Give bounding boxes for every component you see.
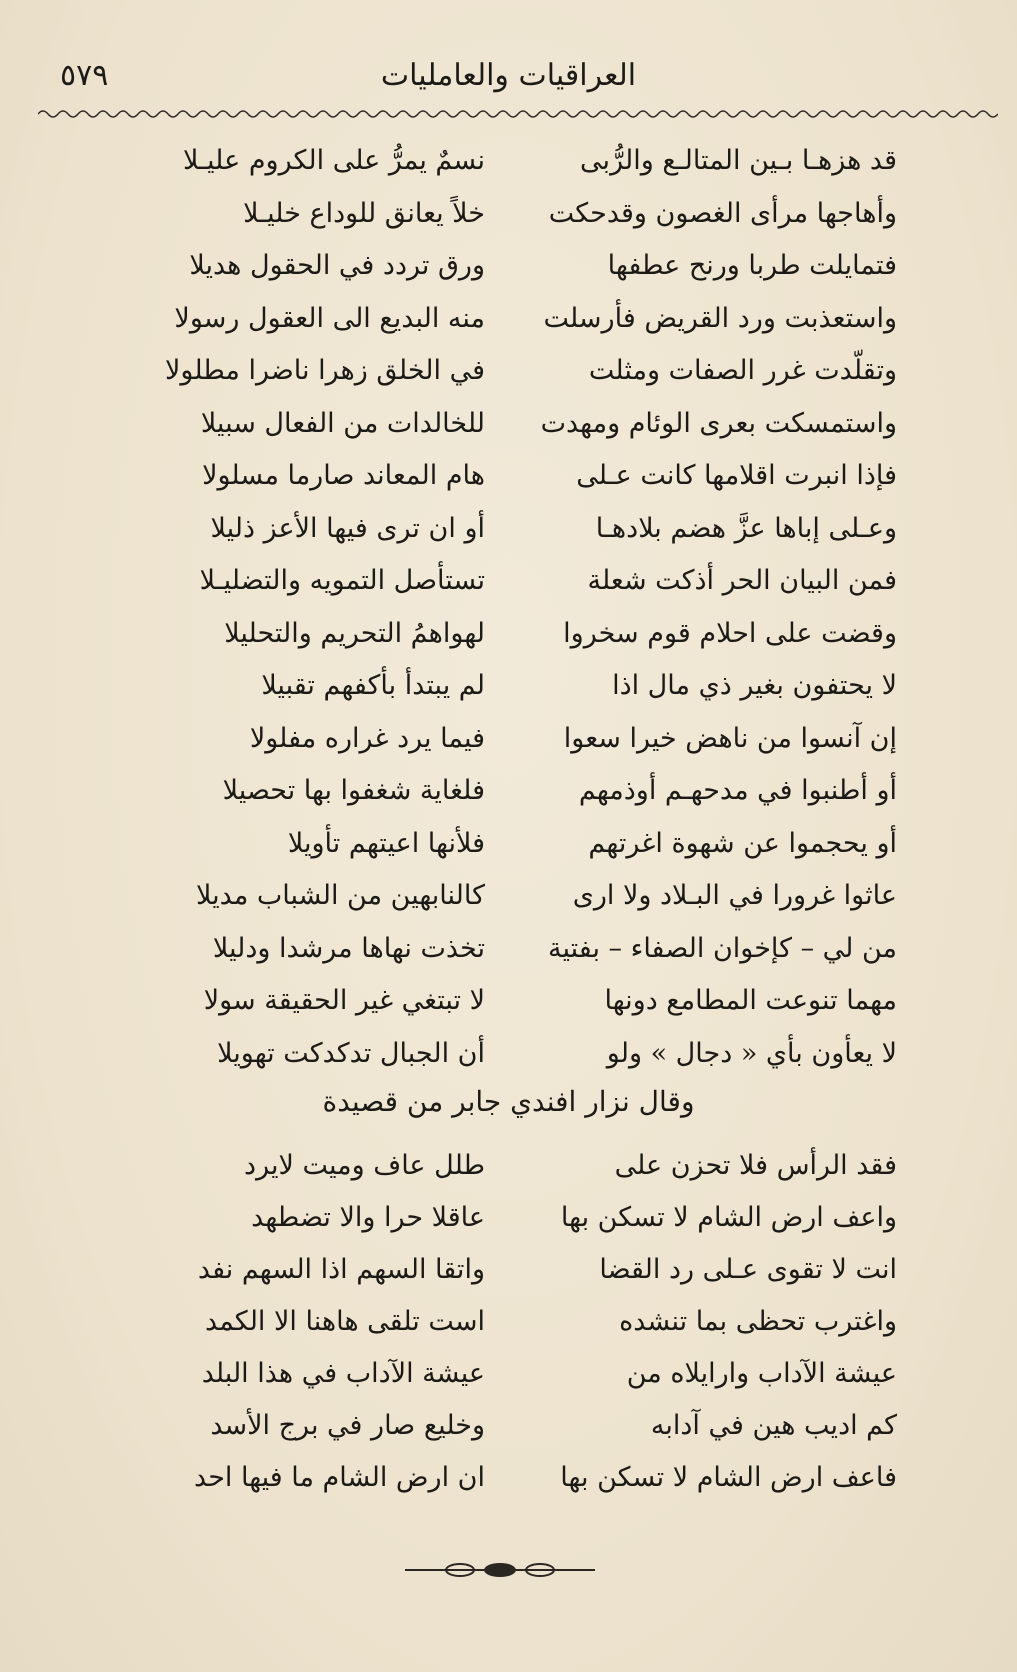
verse-line xyxy=(0,1028,1017,1080)
verse-second-hemistich: أو ان ترى فيها الأعز ذليلا xyxy=(210,512,485,544)
verse-first-hemistich: وعـلى إباها عزَّ هضم بلادهـا xyxy=(595,512,897,544)
verse-first-hemistich: واستعذبت ورد القريض فأرسلت xyxy=(543,302,897,334)
verse-line xyxy=(0,1244,1017,1296)
verse-first-hemistich: فمن البيان الحر أذكت شعلة xyxy=(587,565,897,596)
verse-line xyxy=(0,660,1017,712)
verse-second-hemistich: لهواهمُ التحريم والتحليلا xyxy=(224,617,485,649)
verse-line xyxy=(0,555,1017,607)
verse-first-hemistich: لا يحتفون بغير ذي مال اذا xyxy=(612,670,897,701)
verse-second-hemistich: أن الجبال تدكدكت تهويلا xyxy=(217,1037,485,1069)
verse-first-hemistich: أو أطنبوا في مدحهـم أوذمهم xyxy=(578,775,897,806)
verse-line xyxy=(0,240,1017,292)
verse-second-hemistich: فلغاية شغفوا بها تحصيلا xyxy=(222,775,485,806)
verse-first-hemistich: عاثوا غرورا في البـلاد ولا ارى xyxy=(572,880,897,911)
verse-line xyxy=(0,345,1017,397)
verse-line xyxy=(0,765,1017,817)
verse-line xyxy=(0,293,1017,345)
verse-second-hemistich: منه البديع الى العقول رسولا xyxy=(174,302,485,334)
verse-first-hemistich: واعف ارض الشام لا تسكن بها xyxy=(560,1202,897,1233)
verse-line xyxy=(0,503,1017,555)
verse-line xyxy=(0,1140,1017,1192)
verse-second-hemistich: لم يبتدأ بأكفهم تقبيلا xyxy=(261,670,485,701)
verse-line xyxy=(0,135,1017,187)
verse-second-hemistich: للخالدات من الفعال سبيلا xyxy=(200,407,485,439)
verse-first-hemistich: قد هزهـا بـين المتالـع والرُّبى xyxy=(580,145,897,176)
verse-line xyxy=(0,923,1017,975)
verse-second-hemistich: هام المعاند صارما مسلولا xyxy=(202,460,485,491)
verse-second-hemistich: خلاً يعانق للوداع خليـلا xyxy=(243,197,485,229)
verse-first-hemistich: وقضت على احلام قوم سخروا xyxy=(563,617,897,649)
verse-first-hemistich: وأهاجها مرأى الغصون وقدحكت xyxy=(548,197,897,229)
verse-second-hemistich: واتقا السهم اذا السهم نفد xyxy=(197,1254,485,1285)
verse-line xyxy=(0,398,1017,450)
verse-first-hemistich: عيشة الآداب وارايلاه من xyxy=(626,1358,897,1389)
verse-line xyxy=(0,713,1017,765)
verse-second-hemistich: طلل عاف وميت لايرد xyxy=(244,1150,485,1181)
verse-second-hemistich: كالنابهين من الشباب مديلا xyxy=(196,880,485,911)
verse-line xyxy=(0,1348,1017,1400)
verse-line xyxy=(0,1452,1017,1504)
verse-second-hemistich: ان ارض الشام ما فيها احد xyxy=(194,1462,485,1493)
verse-first-hemistich: انت لا تقوى عـلى رد القضا xyxy=(599,1254,897,1285)
verse-first-hemistich: أو يحجموا عن شهوة اغرتهم xyxy=(588,827,897,859)
verse-first-hemistich: فقد الرأس فلا تحزن على xyxy=(614,1150,897,1181)
verse-second-hemistich: عيشة الآداب في هذا البلد xyxy=(201,1358,485,1389)
verse-first-hemistich: وتقلّدت غرر الصفات ومثلت xyxy=(588,355,897,386)
verse-line xyxy=(0,450,1017,502)
verse-second-hemistich: في الخلق زهرا ناضرا مطلولا xyxy=(165,355,485,386)
verse-second-hemistich: عاقلا حرا والا تضطهد xyxy=(251,1202,485,1233)
verse-first-hemistich: واستمسكت بعرى الوئام ومهدت xyxy=(540,407,897,439)
verse-line xyxy=(0,1192,1017,1244)
header-wavy-rule xyxy=(38,108,998,120)
verse-first-hemistich: من لي – كإخوان الصفاء – بفتية xyxy=(548,932,897,964)
verse-second-hemistich: فيما يرد غراره مفلولا xyxy=(249,722,485,754)
verse-first-hemistich: فتمايلت طربا ورنح عطفها xyxy=(607,250,897,281)
running-title: العراقيات والعامليات xyxy=(380,58,637,93)
verse-second-hemistich: وخليع صار في برج الأسد xyxy=(210,1410,485,1441)
verse-line xyxy=(0,188,1017,240)
section-heading: وقال نزار افندي جابر من قصيدة xyxy=(322,1085,695,1118)
verse-line xyxy=(0,975,1017,1027)
verse-first-hemistich: إن آنسوا من ناهض خيرا سعوا xyxy=(563,722,897,754)
verse-second-hemistich: ورق تردد في الحقول هديلا xyxy=(189,250,485,281)
verse-first-hemistich: واغترب تحظى بما تنشده xyxy=(619,1306,897,1337)
page-number: ٥٧٩ xyxy=(60,58,109,93)
verse-first-hemistich: فاعف ارض الشام لا تسكن بها xyxy=(560,1462,897,1493)
page-header xyxy=(60,52,957,102)
verse-second-hemistich: نسمٌ يمرُّ على الكروم عليـلا xyxy=(183,145,485,176)
verse-line xyxy=(0,1400,1017,1452)
end-ornament xyxy=(400,1560,600,1580)
verse-second-hemistich: تستأصل التمويه والتضليـلا xyxy=(199,565,485,596)
verse-first-hemistich: لا يعأون بأي « دجال » ولو xyxy=(606,1037,897,1069)
verse-first-hemistich: فإذا انبرت اقلامها كانت عـلى xyxy=(576,460,897,491)
verse-second-hemistich: لا تبتغي غير الحقيقة سولا xyxy=(203,985,485,1016)
verse-line xyxy=(0,870,1017,922)
verse-second-hemistich: تخذت نهاها مرشدا ودليلا xyxy=(212,932,485,964)
verse-line xyxy=(0,1296,1017,1348)
verse-second-hemistich: فلأنها اعيتهم تأويلا xyxy=(287,827,485,859)
verse-line xyxy=(0,608,1017,660)
verse-first-hemistich: كم اديب هين في آدابه xyxy=(650,1410,897,1441)
verse-first-hemistich: مهما تنوعت المطامع دونها xyxy=(604,985,897,1016)
verse-line xyxy=(0,818,1017,870)
verse-second-hemistich: است تلقى هاهنا الا الكمد xyxy=(205,1306,485,1337)
